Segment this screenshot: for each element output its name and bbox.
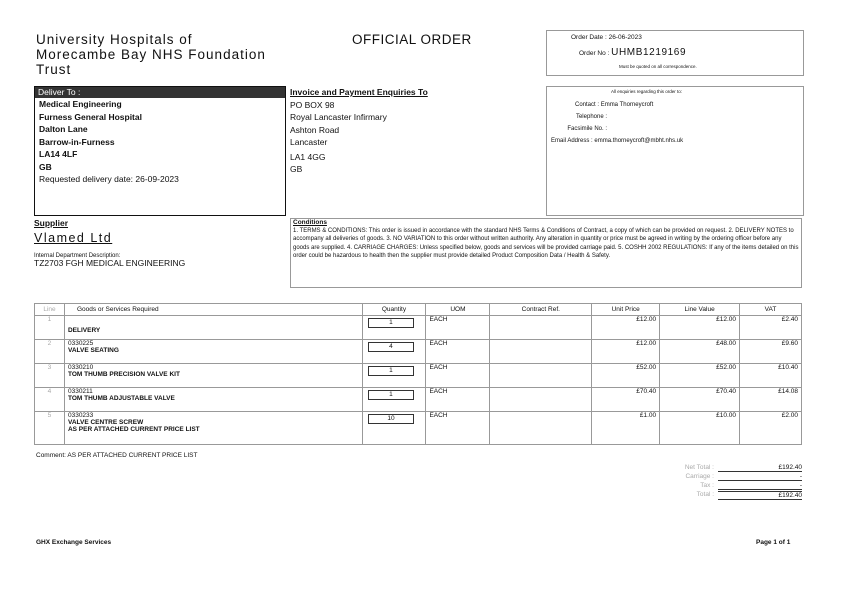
quote-note: Must be quoted on all correspondence. [619,64,697,69]
department-value: TZ2703 FGH MEDICAL ENGINEERING [34,258,186,268]
order-info-box [546,30,804,76]
cell-line-value: £10.00 [660,412,740,445]
email-value: emma.thorneycroft@mbht.nhs.uk [594,138,684,144]
cell-line-value: £12.00 [660,316,740,340]
facsimile-label: Facsimile No. : [567,126,607,132]
cell-line: 5 [35,412,65,445]
cell-goods [64,364,362,388]
totals-block [660,464,802,500]
cell-vat: £2.00 [740,412,802,445]
contact-value: Emma Thorneycroft [600,102,654,108]
email-row [551,138,683,144]
org-line: Trust [36,62,72,77]
quantity-value: 1 [368,318,415,328]
cell-uom: EACH [426,316,490,340]
document-title: OFFICIAL ORDER [352,32,472,47]
cell-goods [64,316,362,340]
cell-vat: £9.60 [740,340,802,364]
order-comment: Comment: AS PER ATTACHED CURRENT PRICE LIST [36,452,198,459]
requested-delivery-date: Requested delivery date: 26-09-2023 [39,174,179,184]
cell-line-value: £52.00 [660,364,740,388]
order-items-table [34,303,802,445]
item-description: VALVE SEATING [67,347,119,354]
conditions-text: 1. TERMS & CONDITIONS: This order is issued in accordance with the standard NHS Terms & Conditions of Contract, a copy of which can be provided on request. 2. DELIVERY NOTES to accompany all deliveries of goods. 3. NO VARIATION to this order without written authority. Any alteration in quantity or price must be agreed in writing by the ordering officer before any goods are supplied. 4. CARRIAGE CHARGES: Unless specified below, goods and services will be provided carriage paid. 5. COSHH 2002 REGULATIONS: If any of the items detailed on this order could be hazardous to health then the supplier must provide detailed Product Composition Data / Health & Safety. [293,228,799,259]
deliver-line: Medical Engineering [39,99,122,109]
cell-vat: £2.40 [740,316,802,340]
conditions-label: Conditions [293,219,327,226]
page-number: Page 1 of 1 [756,539,791,546]
cell-goods [64,412,362,445]
item-description: DELIVERY [67,327,101,334]
grand-total-label: Total : [696,491,714,498]
col-header-line: Line [35,304,65,316]
col-header-unit-price: Unit Price [592,304,660,316]
cell-uom: EACH [426,388,490,412]
cell-line: 4 [35,388,65,412]
table-row [35,364,802,388]
net-total-value: £192.40 [718,464,802,472]
cell-contract [490,364,592,388]
tax-value: - [718,482,802,490]
cell-line: 3 [35,364,65,388]
deliver-to-box [34,86,286,216]
cell-line-value: £70.40 [660,388,740,412]
cell-line-value: £48.00 [660,340,740,364]
invoice-line: LA1 4GG [290,151,326,162]
grand-total-value: £192.40 [718,491,802,500]
carriage-value: - [718,473,802,481]
cell-quantity [362,412,426,445]
table-header-row [35,304,802,316]
order-number-label: Order No : [579,50,610,57]
cell-uom: EACH [426,364,490,388]
invoice-line: GB [290,164,303,174]
cell-unit-price: £12.00 [592,316,660,340]
cell-quantity [362,316,426,340]
org-line: Morecambe Bay NHS Foundation [36,47,266,62]
item-description: TOM THUMB PRECISION VALVE KIT [67,371,180,378]
total-row [660,491,802,500]
total-row [660,482,802,491]
conditions-box [290,218,802,288]
email-label: Email Address : [551,138,593,144]
order-number-value: UHMB1219169 [611,47,687,58]
item-code: 0330210 [67,364,94,371]
cell-vat: £10.40 [740,364,802,388]
invoice-line: Royal Lancaster Infirmary [290,112,387,122]
item-code [68,316,359,324]
total-row [660,464,802,473]
order-date-value: 26-06-2023 [608,34,642,41]
cell-vat: £14.08 [740,388,802,412]
item-code: 0330233 [67,412,94,419]
invoice-line: Ashton Road [290,124,340,135]
order-date-label: Order Date : [571,34,607,41]
cell-contract [490,412,592,445]
order-number-row [579,47,686,58]
enquiries-hint: All enquiries regarding this order to: [611,89,683,94]
cell-quantity [362,364,426,388]
org-line: University Hospitals of [36,32,193,47]
order-date-row [571,34,642,41]
col-header-quantity: Quantity [362,304,426,316]
col-header-uom: UOM [426,304,490,316]
cell-unit-price: £12.00 [592,340,660,364]
cell-goods [64,340,362,364]
table-row [35,340,802,364]
deliver-line: Dalton Lane [39,124,88,134]
organisation-name [36,32,326,77]
department-label: Internal Department Description: [34,253,121,259]
telephone-label: Telephone : [575,114,607,120]
footer-provider: GHX Exchange Services [36,539,112,546]
deliver-line: Furness General Hospital [39,111,142,122]
invoice-enquiries [290,86,540,214]
net-total-label: Net Total : [684,464,714,471]
contact-label: Contact : [575,102,600,108]
quantity-value: 1 [368,366,415,376]
cell-contract [490,340,592,364]
cell-quantity [362,388,426,412]
contact-row [575,102,653,108]
cell-unit-price: £1.00 [592,412,660,445]
table-row [35,412,802,445]
quantity-value: 4 [368,342,415,352]
deliver-to-label: Deliver To : [35,87,285,98]
cell-line: 2 [35,340,65,364]
cell-contract [490,388,592,412]
deliver-line: GB [39,161,52,172]
total-row [660,473,802,482]
col-header-contract: Contract Ref. [490,304,592,316]
table-row [35,388,802,412]
cell-unit-price: £52.00 [592,364,660,388]
cell-contract [490,316,592,340]
item-description: AS PER ATTACHED CURRENT PRICE LIST [67,426,200,433]
col-header-vat: VAT [740,304,802,316]
col-header-goods: Goods or Services Required [64,304,362,316]
col-header-line-value: Line Value [660,304,740,316]
cell-line: 1 [35,316,65,340]
item-description: TOM THUMB ADJUSTABLE VALVE [67,395,175,402]
item-code: 0330211 [67,388,93,395]
supplier-section [34,218,284,288]
table-row [35,316,802,340]
cell-quantity [362,340,426,364]
invoice-line: Lancaster [290,137,328,147]
cell-unit-price: £70.40 [592,388,660,412]
quantity-value: 10 [368,414,415,424]
deliver-line: Barrow-in-Furness [39,136,115,147]
supplier-label: Supplier [34,218,69,228]
invoice-line: PO BOX 98 [290,99,335,110]
cell-goods [64,388,362,412]
deliver-line: LA14 4LF [39,149,78,159]
carriage-label: Carriage : [685,473,714,480]
item-description: VALVE CENTRE SCREW [67,419,144,426]
tax-label: Tax : [700,482,714,489]
contact-box [546,86,804,216]
cell-uom: EACH [426,412,490,445]
invoice-label: Invoice and Payment Enquiries To [290,87,428,97]
item-code: 0330225 [67,340,94,347]
cell-uom: EACH [426,340,490,364]
supplier-name: Vlamed Ltd [34,231,113,245]
quantity-value: 1 [368,390,415,400]
